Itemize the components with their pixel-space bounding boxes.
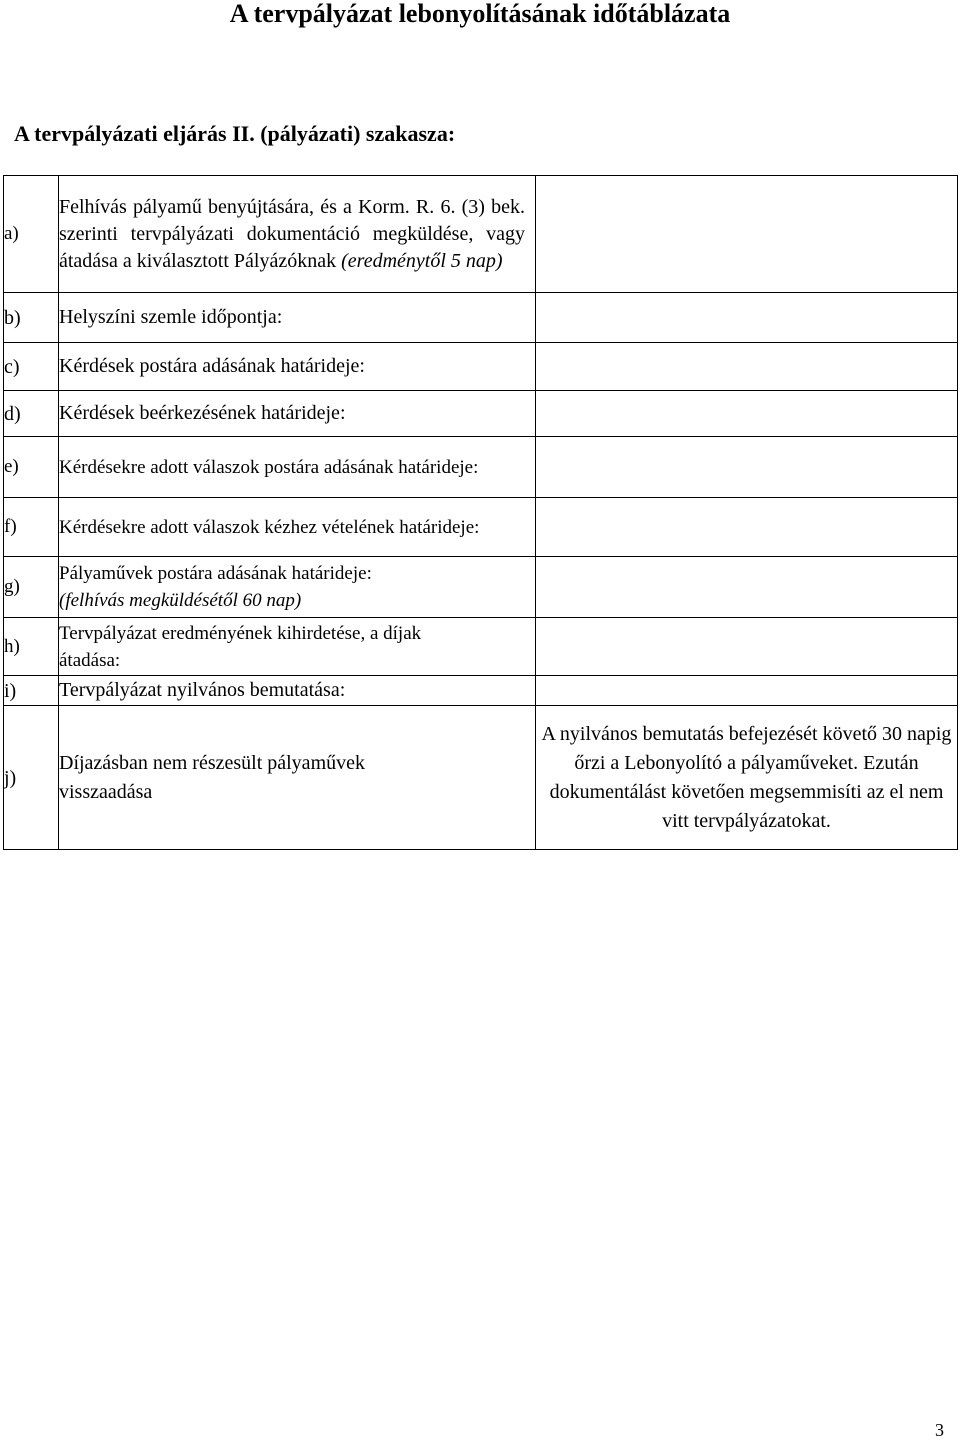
row-note — [536, 437, 958, 498]
row-label: d) — [4, 391, 59, 437]
row-deadline-note: (eredménytől 5 nap) — [341, 249, 503, 272]
row-note — [536, 176, 958, 293]
table-row — [4, 343, 958, 391]
row-label: h) — [4, 618, 59, 676]
row-description: Tervpályázat nyilvános bemutatása: — [59, 676, 536, 706]
table-row — [4, 391, 958, 437]
table-row — [4, 557, 958, 618]
row-label: f) — [4, 498, 59, 557]
row-note — [536, 676, 958, 706]
row-text: Felhívás pályamű benyújtására, és a Korm. R. 6. (3) bek. szerinti tervpályázati dokumentáció megküldése, vagy átadása a kiválasztott Pályázóknak — [59, 195, 525, 272]
row-label: b) — [4, 293, 59, 343]
row-label: c) — [4, 343, 59, 391]
row-label: g) — [4, 557, 59, 618]
row-description — [59, 557, 536, 618]
row-note — [536, 618, 958, 676]
row-description: Helyszíni szemle időpontja: — [59, 293, 536, 343]
row-note — [536, 498, 958, 557]
section-subtitle: A tervpályázati eljárás II. (pályázati) szakasza: — [14, 121, 456, 146]
table-row — [4, 293, 958, 343]
table-row — [4, 498, 958, 557]
document-title: A tervpályázat lebonyolításának időtáblázata — [229, 0, 731, 28]
row-deadline-note: (felhívás megküldésétől 60 nap) — [59, 590, 302, 611]
row-description: Kérdésekre adott válaszok postára adásának határideje: — [59, 437, 536, 498]
row-text: Pályaművek postára adásának határideje: — [59, 563, 372, 584]
row-description: Tervpályázat eredményének kihirdetése, a díjak átadása: — [59, 618, 536, 676]
row-label: a) — [4, 176, 59, 293]
row-description — [59, 176, 536, 293]
table-row — [4, 706, 958, 850]
row-note — [536, 557, 958, 618]
row-note — [536, 391, 958, 437]
row-note — [536, 343, 958, 391]
row-description: Kérdésekre adott válaszok kézhez vételének határideje: — [59, 498, 536, 557]
schedule-table — [3, 175, 958, 850]
row-description: Kérdések beérkezésének határideje: — [59, 391, 536, 437]
row-note: A nyilvános bemutatás befejezését követő 30 napig őrzi a Lebonyolító a pályaműveket. Ezután dokumentálást követően megsemmisíti az el nem vitt tervpályázatokat. — [536, 706, 958, 850]
table-row — [4, 437, 958, 498]
table-row — [4, 176, 958, 293]
row-label: j) — [4, 706, 59, 850]
table-row — [4, 676, 958, 706]
row-label: i) — [4, 676, 59, 706]
page-number: 3 — [935, 1420, 944, 1440]
row-description: Díjazásban nem részesült pályaművek visszaadása — [59, 706, 536, 850]
table-row — [4, 618, 958, 676]
row-description: Kérdések postára adásának határideje: — [59, 343, 536, 391]
row-label: e) — [4, 437, 59, 498]
row-note — [536, 293, 958, 343]
